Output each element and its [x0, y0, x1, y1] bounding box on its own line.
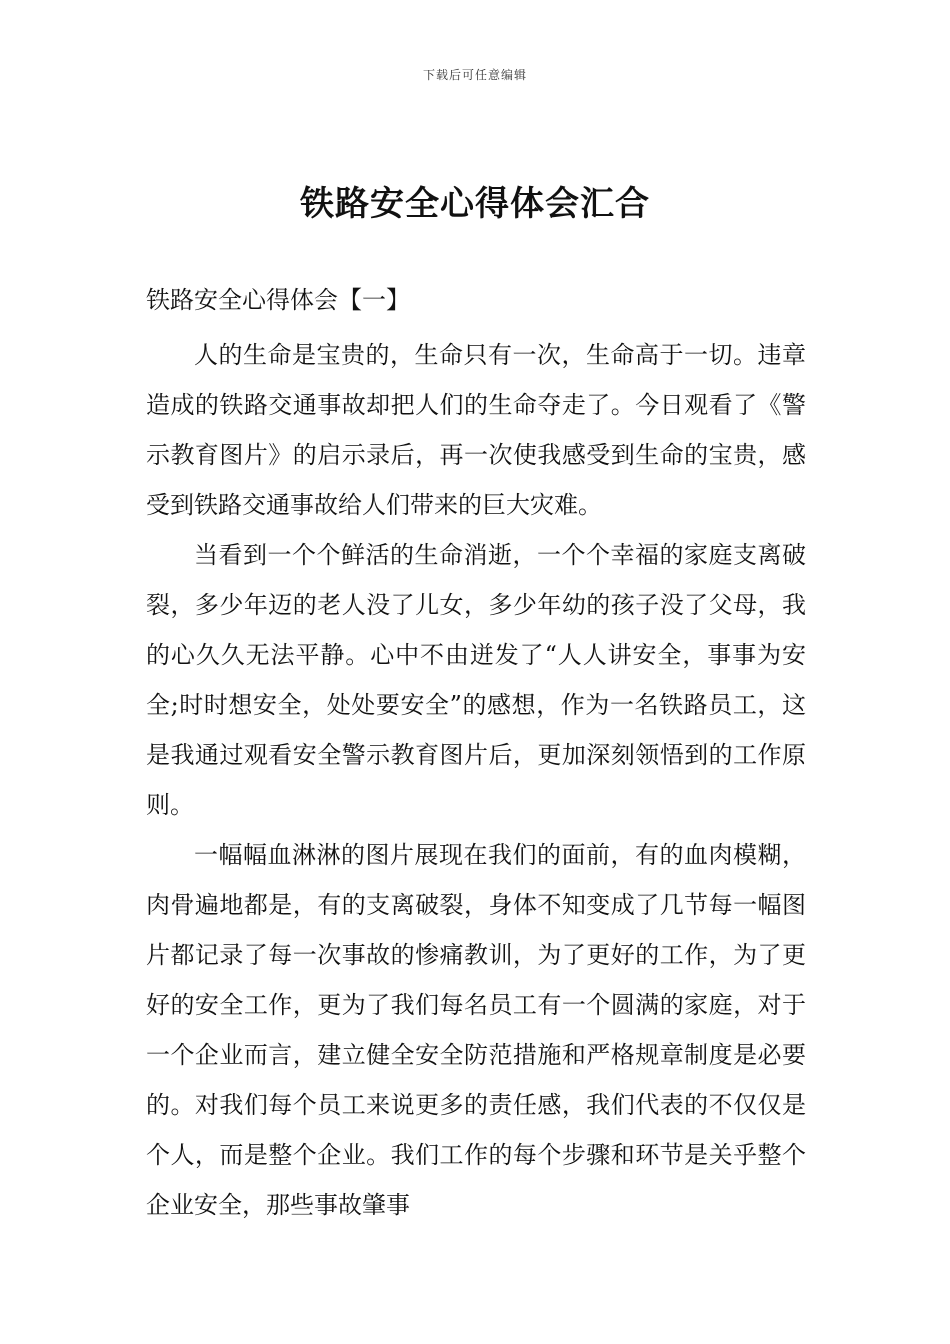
document-title: 铁路安全心得体会汇合: [300, 184, 650, 224]
paragraph-1: 人的生命是宝贵的，生命只有一次，生命高于一切。违章造成的铁路交通事故却把人们的生命夺走了。今日观看了《警示教育图片》的启示录后，再一次使我感受到生命的宝贵，感受到铁路交通事故给人们带来的巨大灾难。: [146, 341, 806, 519]
document-body: [146, 330, 806, 1230]
paragraph-3: 一幅幅血淋淋的图片展现在我们的面前，有的血肉模糊，肉骨遍地都是，有的支离破裂，身体不知变成了几节每一幅图片都记录了每一次事故的惨痛教训，为了更好的工作，为了更好的安全工作，更为了我们每名员工有一个圆满的家庭，对于一个企业而言，建立健全安全防范措施和严格规章制度是必要的。对我们每个员工来说更多的责任感，我们代表的不仅仅是个人，而是整个企业。我们工作的每个步骤和环节是关乎整个企业安全，那些事故肇事: [146, 841, 806, 1219]
section-heading: 铁路安全心得体会【一】: [146, 286, 410, 314]
header-note: 下载后可任意编辑: [422, 68, 527, 82]
paragraph-2: 当看到一个个鲜活的生命消逝，一个个幸福的家庭支离破裂，多少年迈的老人没了儿女，多少年幼的孩子没了父母，我的心久久无法平静。心中不由迸发了“人人讲安全，事事为安全;时时想安全，处处要安全”的感想，作为一名铁路员工，这是我通过观看安全警示教育图片后，更加深刻领悟到的工作原则。: [146, 541, 806, 819]
